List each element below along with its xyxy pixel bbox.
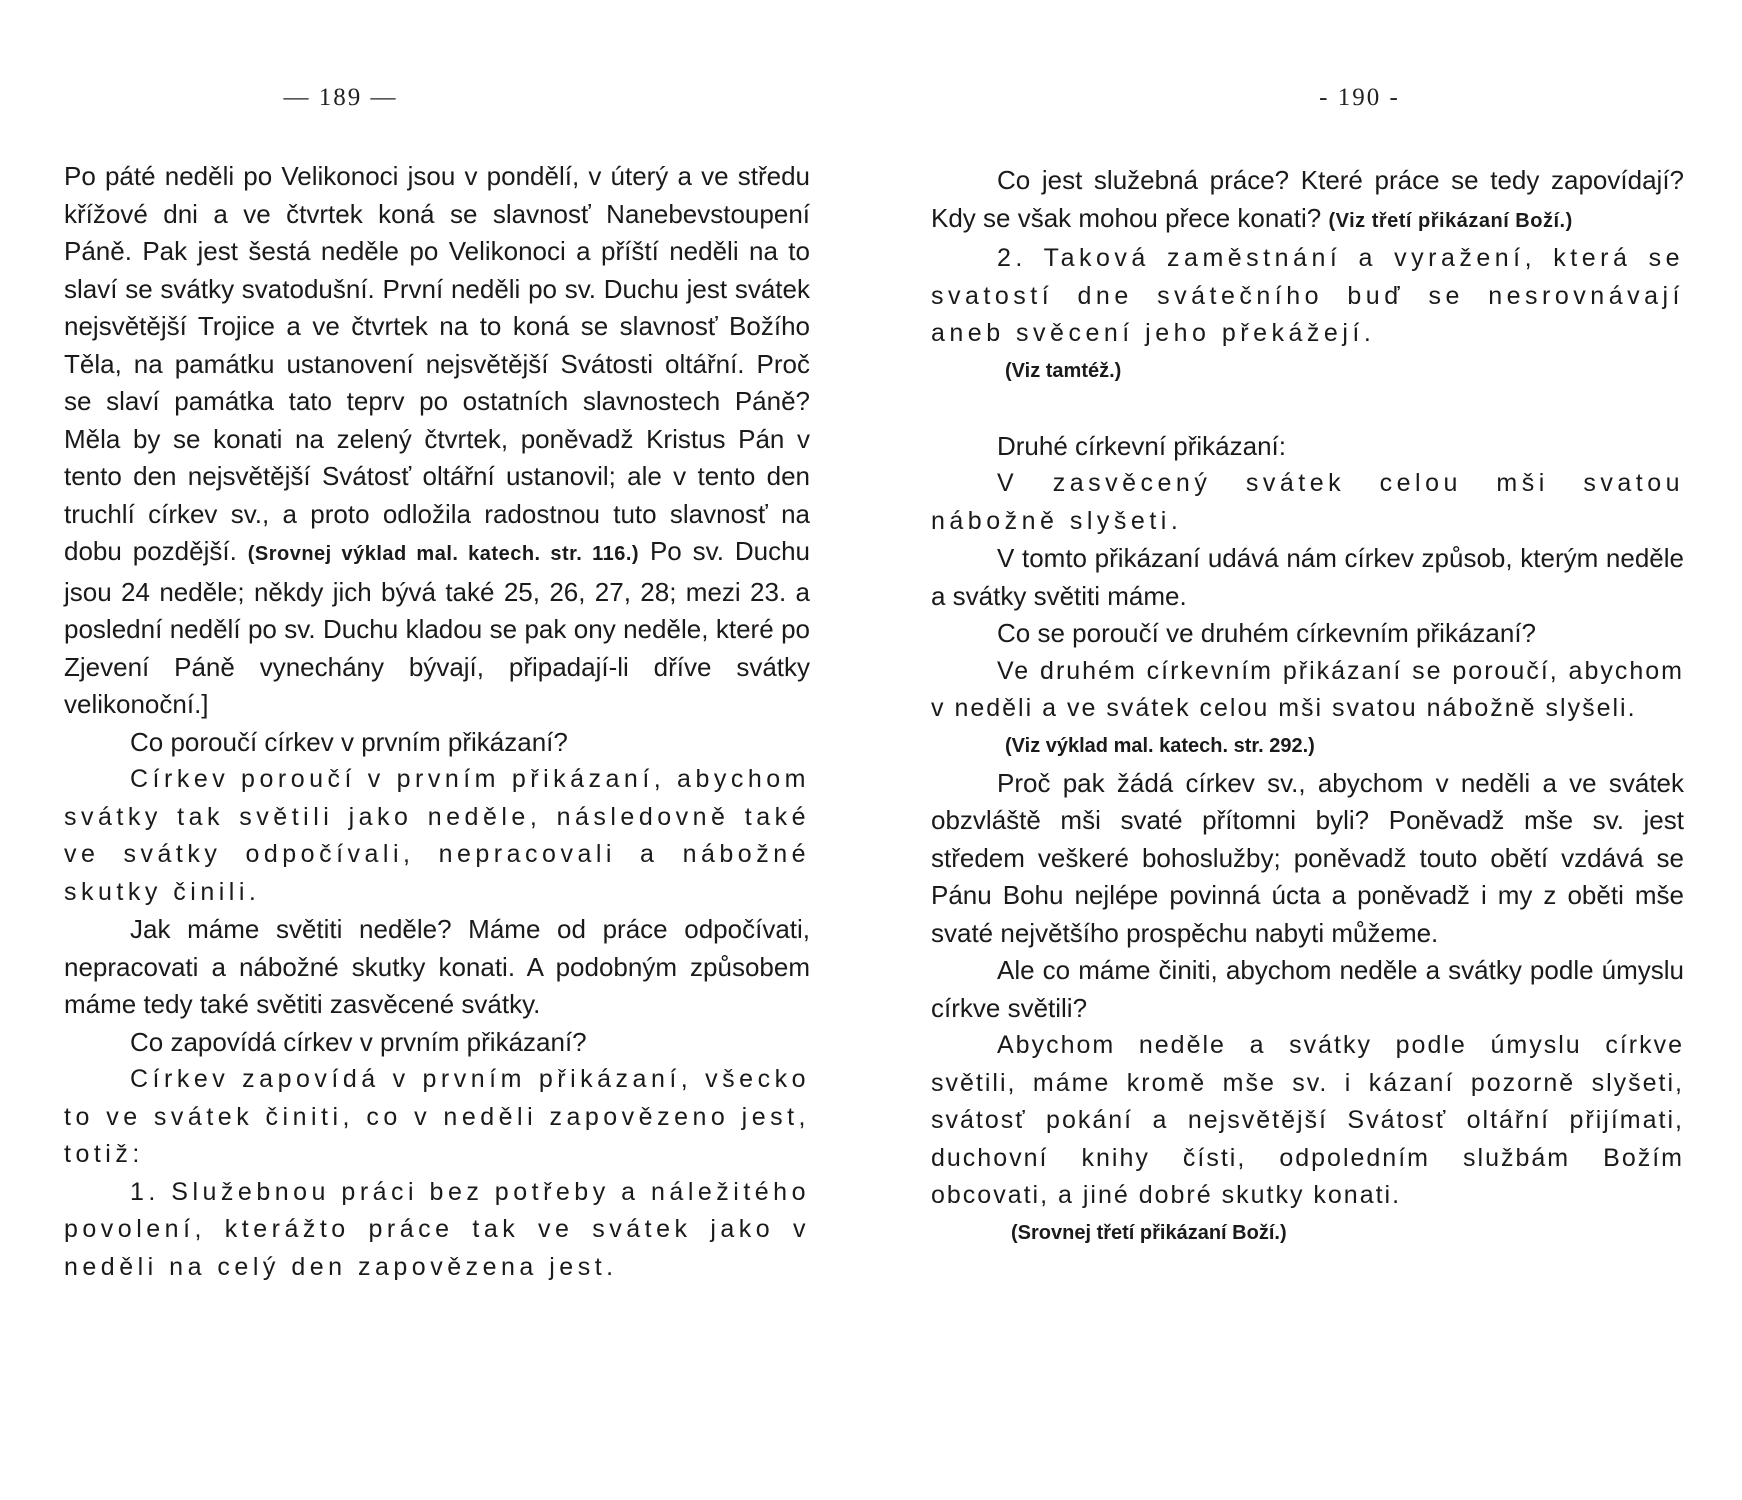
paragraph: Proč pak žádá církev sv., abychom v neděli a ve svátek obzvláště mši svaté přítomni byli? Poněvadž mše sv. jest středem veškeré bohoslužby; poněvadž touto obětí vzdává se Pánu Bohu nejlépe povinná úcta a poněvadž i my z oběti mše svaté největšího prospěchu nabyti můžeme. (931, 767, 1684, 948)
reference: (Srovnej třetí přikázaní Boží.) (1011, 1221, 1287, 1244)
answer: 1. Služebnou práci bez potřeby a náležitého povolení, kterážto práce tak ve svátek jako v neděli na celý den zapovězena jest. (64, 1177, 810, 1281)
paragraph: Po páté neděli po Velikonoci jsou v pondělí, v úterý a ve středu křížové dni a ve čtvrtek koná se slavnosť Nanebevstoupení Páně. Pak jest šestá neděle po Velikonoci a příští neděli na to slaví se svátky svatodušní. První neděli po sv. Duchu jest svátek nejsvětější Trojice a ve čtvrtek na to koná se slavnosť Božího Těla, na památku ustanovení nejsvětější Svátosti oltářní. Proč se slaví památka tato teprv po ostatních slavnostech Páně? Měla by se konati na zelený čtvrtek, poněvadž Kristus Pán v tento den nejsvětější Svátosť oltářní ustanovil; ale v tento den truchlí církev sv., a proto odložila radostnou tuto slavnosť na dobu pozdější. (Srovnej výklad mal. katech. str. 116.) Po sv. Duchu jsou 24 neděle; někdy jich bývá také 25, 26, 27, 28; mezi 23. a poslední nedělí po sv. Duchu kladou se pak ony neděle, které po Zjevení Páně vynechány bývají, připadají-li dříve svátky velikonoční.] (64, 161, 811, 719)
heading: Druhé církevní přikázaní: (997, 430, 1287, 461)
page-number: - 190 - (1319, 84, 1400, 111)
reference: (Srovnej výklad mal. katech. str. 116.) (247, 543, 640, 565)
right-page (871, 0, 1742, 1500)
answer: Církev poroučí v prvním přikázaní, abychom svátky tak světili jako neděle, následovně také ve svátky odpočívali, nepracovali a nábožné skutky činili. (64, 765, 810, 906)
answer: Abychom neděle a svátky podle úmyslu církve světili, máme kromě mše sv. i kázaní pozorně slyšeti, svátosť pokání a nejsvětější Svátosť oltářní přijímati, duchovní knihy čísti, odpoledním službám Božím obcovati, a jiné dobré skutky konati. (931, 1031, 1684, 1209)
spacer (931, 390, 1684, 428)
reference: (Viz tamtéž.) (1005, 359, 1122, 382)
question: Co poroučí církev v prvním přikázaní? (130, 726, 568, 757)
question: Ale co máme činiti, abychom neděle a svátky podle úmyslu církve světili? (931, 955, 1684, 1023)
question: Co se poroučí ve druhém církevním přikázaní? (997, 618, 1537, 648)
reference: (Viz výklad mal. katech. str. 292.) (1005, 734, 1315, 757)
answer: Církev zapovídá v prvním přikázaní, všecko to ve svátek činiti, co v neděli zapovězeno jest, totiž: (64, 1065, 810, 1168)
reference: (Viz třetí přikázaní Boží.) (1328, 209, 1573, 232)
answer: 2. Taková zaměstnání a vyražení, která se svatostí dne svátečního buď se nesrovnávají aneb svěcení jeho překážejí. (931, 244, 1684, 347)
paragraph: V tomto přikázaní udává nám církev způsob, kterým neděle a svátky světiti máme. (931, 543, 1684, 611)
question: Co zapovídá církev v prvním přikázaní? (130, 1026, 587, 1057)
page-number: — 189 — (283, 84, 398, 111)
text-column (64, 158, 810, 1286)
text-column (931, 162, 1684, 1252)
paragraph: Co jest služebná práce? Které práce se tedy zapovídají? Kdy se však mohou přece konati? (Viz třetí přikázaní Boží.) (931, 165, 1684, 233)
commandment: V zasvěcený svátek celou mši svatou nábožně slyšeti. (931, 469, 1684, 535)
answer: Ve druhém církevním přikázaní se poroučí, abychom v neděli a ve svátek celou mši svatou nábožně slyšeli. (931, 656, 1684, 722)
paragraph: Jak máme světiti neděle? Máme od práce odpočívati, nepracovati a nábožné skutky konati. A podobným způsobem máme tedy také světiti zasvěcené svátky. (64, 914, 810, 1019)
